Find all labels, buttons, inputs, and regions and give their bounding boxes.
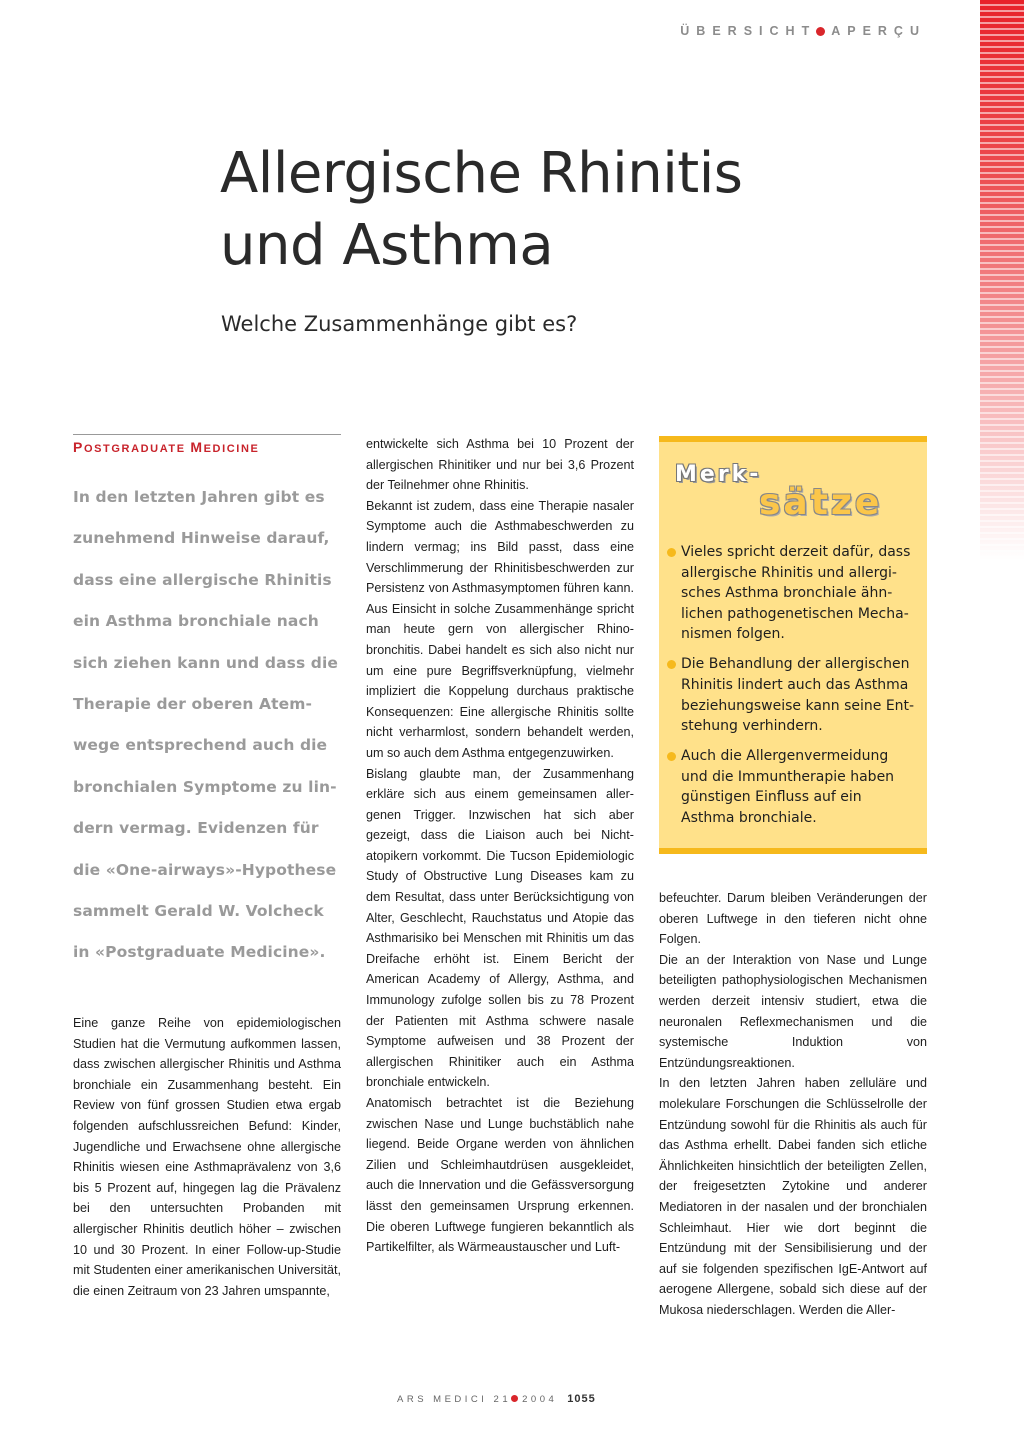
body-paragraph: Eine ganze Reihe von epidemiologischen Studien hat die Vermutung aufkommen lassen, dass zwischen allergischer Rhinitis und Asthma bronchiale ein Zusammenhang besteht. Ein Review von fünf grossen Studien etwa ergab folgenden aufschlussreichen Befund: Kinder, Jugendliche und Erwachsene ohne allergische Rhinitis wiesen eine Asthmaprävalenz von 3,6 bis 5 Prozent auf, hingegen lag die Prävalenz bei den untersuchten Probanden mit allergischer Rhinitis deutlich höher – zwischen 10 und 30 Prozent. In einer Follow-up-Studie mit Studenten einer amerikanischen Universität, die einen Zeitraum von 23 Jahren umspannte,	[73, 1016, 341, 1298]
body-column-3	[659, 888, 927, 1320]
section-label-de: ÜBERSICHT	[680, 24, 817, 38]
body-paragraph: Anatomisch betrachtet ist die Beziehung zwischen Nase und Lunge buchstäblich nahe liegend. Beide Organe werden von ähnlichen Zilien und Schleimhautdrüsen ausgekleidet, auch die Innervation und die Gefässversorgung lässt den gemeinsamen Ursprung erkennen. Die oberen Luftwege fungieren bekanntlich als Partikelfilter, als Wärmeaustauscher und Luft-	[366, 1096, 634, 1255]
body-paragraph: In den letzten Jahren haben zelluläre und molekulare Forschungen die Schlüsselrolle der Entzündung sowohl für die Rhinitis als auch für das Asthma erhellt. Dabei fanden sich etliche Ähnlichkeiten hinsichtlich der beteiligten Zellen, der freigesetzten Zytokine und anderer Mediatoren in der nasalen und der bronchialen Schleimhaut. Hier wie dort beginnt die Entzündung mit der Sensibilisierung und der auf sie folgenden spezifischen IgE-Antwort auf aerogene Allergene, sobald sich diese auf der Mukosa niederschlagen. Werden die Aller-	[659, 1076, 927, 1317]
page-number: 1055	[567, 1393, 596, 1405]
article-title	[220, 138, 742, 282]
source-label	[73, 439, 259, 455]
key-point-line: sches Asthma bronchiale ähn-	[681, 585, 893, 602]
section-header	[680, 24, 926, 38]
key-points-box	[659, 436, 927, 854]
source-rest-1: OSTGRADUATE	[83, 443, 191, 455]
key-point-item	[667, 654, 923, 736]
bullet-icon	[667, 660, 676, 669]
key-point-item	[667, 746, 923, 828]
footer-dot-icon	[511, 1395, 518, 1402]
body-paragraph: befeuchter. Darum bleiben Veränderungen der oberen Luftwege in den tieferen nicht ohne Folgen.	[659, 891, 927, 947]
body-column-1	[73, 1013, 341, 1301]
lead-line: In den letzten Jahren gibt es	[73, 488, 325, 506]
page-footer	[397, 1393, 596, 1405]
key-point-line: Rhinitis lindert auch das Asthma	[681, 676, 909, 693]
journal-year: 2004	[522, 1394, 558, 1405]
key-point-line: beziehungsweise kann seine Ent-	[681, 697, 915, 714]
lead-paragraph	[73, 488, 345, 985]
lead-line: dern vermag. Evidenzen für	[73, 819, 319, 838]
lead-line: Therapie der oberen Atem-	[73, 694, 313, 713]
box-title-part-2: sätze	[759, 482, 883, 523]
section-label-fr: APERÇU	[831, 24, 926, 38]
key-point-line: Die Behandlung der allergischen	[681, 656, 910, 673]
key-point-line: lichen pathogenetischen Mecha-	[681, 605, 909, 622]
edge-color-stripe	[980, 0, 1024, 560]
key-point-line: Vieles spricht derzeit dafür, dass	[681, 544, 911, 560]
body-paragraph: Bekannt ist zudem, dass eine Therapie nasaler Symptome auch die Asthmabeschwerden zu lindern vermag; ins Bild passt, dass eine Verschlimmerung der Rhinitisbeschwerden zur Persistenz von Asthmasymptomen führen kann. Aus Einsicht in solche Zusammenhänge spricht man heute gern von allergischer Rhinobronchitis. Dabei handelt es sich also nicht nur um eine pure Begriffsverknüpfung, vielmehr impliziert die Koppelung durchaus praktische Konsequenzen: Eine allergische Rhinitis sollte nicht verharmlost, sondern behandelt werden, um so auch dem Asthma entgegenzuwirken.	[366, 498, 634, 760]
lead-line: in «Postgraduate Medicine».	[73, 943, 326, 962]
key-point-line: allergische Rhinitis und allergi-	[681, 564, 897, 581]
key-point-line: nismen folgen.	[681, 626, 785, 643]
lead-line: ein Asthma bronchiale nach	[73, 612, 319, 631]
box-title-part-1: Merk-	[675, 462, 762, 487]
key-point-line: Auch die Allergenvermeidung	[681, 748, 889, 765]
bullet-icon	[667, 548, 676, 557]
lead-line: wege entsprechend auch die	[73, 736, 328, 755]
key-point-line: und die Immuntherapie haben	[681, 768, 895, 785]
key-point-line: günstigen Einfluss auf ein	[681, 789, 862, 806]
body-paragraph: Bislang glaubte man, der Zusammenhang erkläre sich aus einem gemeinsamen allergenen Trigger. Inzwischen hat sich aber gezeigt, dass die Liaison auch bei Nichtatopikern vorkommt. Die Tucson Epidemiologic Study of Obstructive Lung Diseases kam zu dem Resultat, dass unter Berücksichtigung von Alter, Geschlecht, Rauchstatus und Atopie das Asthmarisiko bei Menschen mit Rhinitis um das Dreifache erhöht ist. Einem Bericht der American Academy of Allergy, Asthma, and Immunology zufolge sollen bis zu 78 Prozent der Patienten mit Asthma schwere nasale Symptome aufweisen und 38 Prozent der allergischen Rhinitiker auch ein Asthma bronchiale entwickeln.	[366, 766, 634, 1090]
journal-name: ARS MEDICI 21	[397, 1394, 512, 1405]
body-column-2	[366, 434, 634, 1258]
key-points-list	[667, 542, 923, 838]
bullet-icon	[667, 752, 676, 761]
header-dot-icon	[816, 27, 825, 36]
article-subtitle: Welche Zusammenhänge gibt es?	[221, 312, 578, 336]
key-point-line: Asthma bronchiale.	[681, 809, 817, 826]
lead-line: die «One-airways»-Hypothese	[73, 860, 337, 879]
title-line-1: Allergische Rhinitis	[220, 141, 743, 206]
lead-line: zunehmend Hinweise darauf,	[73, 529, 330, 548]
title-line-2: und Asthma	[220, 213, 554, 278]
lead-line: dass eine allergische Rhinitis	[73, 570, 332, 589]
lead-line: sich ziehen kann und dass die	[73, 653, 338, 672]
key-point-item	[667, 542, 923, 645]
lead-line: bronchialen Symptome zu lin-	[73, 777, 337, 796]
body-paragraph: Die an der Interaktion von Nase und Lunge beteiligten pathophysiologischen Mechanismen werden derzeit intensiv studiert, etwa die neuronalen Reflexmechanismen und die systemische Induktion von Entzündungsreaktionen.	[659, 952, 927, 1070]
source-cap-2: M	[190, 439, 204, 455]
body-paragraph: entwickelte sich Asthma bei 10 Prozent der allergischen Rhinitiker und nur bei 3,6 Prozent der Teilnehmer ohne Rhinitis.	[366, 437, 634, 493]
source-rest-2: EDICINE	[203, 443, 260, 455]
key-point-line: stehung verhindern.	[681, 718, 823, 735]
source-divider	[73, 434, 341, 435]
lead-line: sammelt Gerald W. Volcheck	[73, 901, 324, 920]
source-cap-1: P	[73, 439, 84, 455]
